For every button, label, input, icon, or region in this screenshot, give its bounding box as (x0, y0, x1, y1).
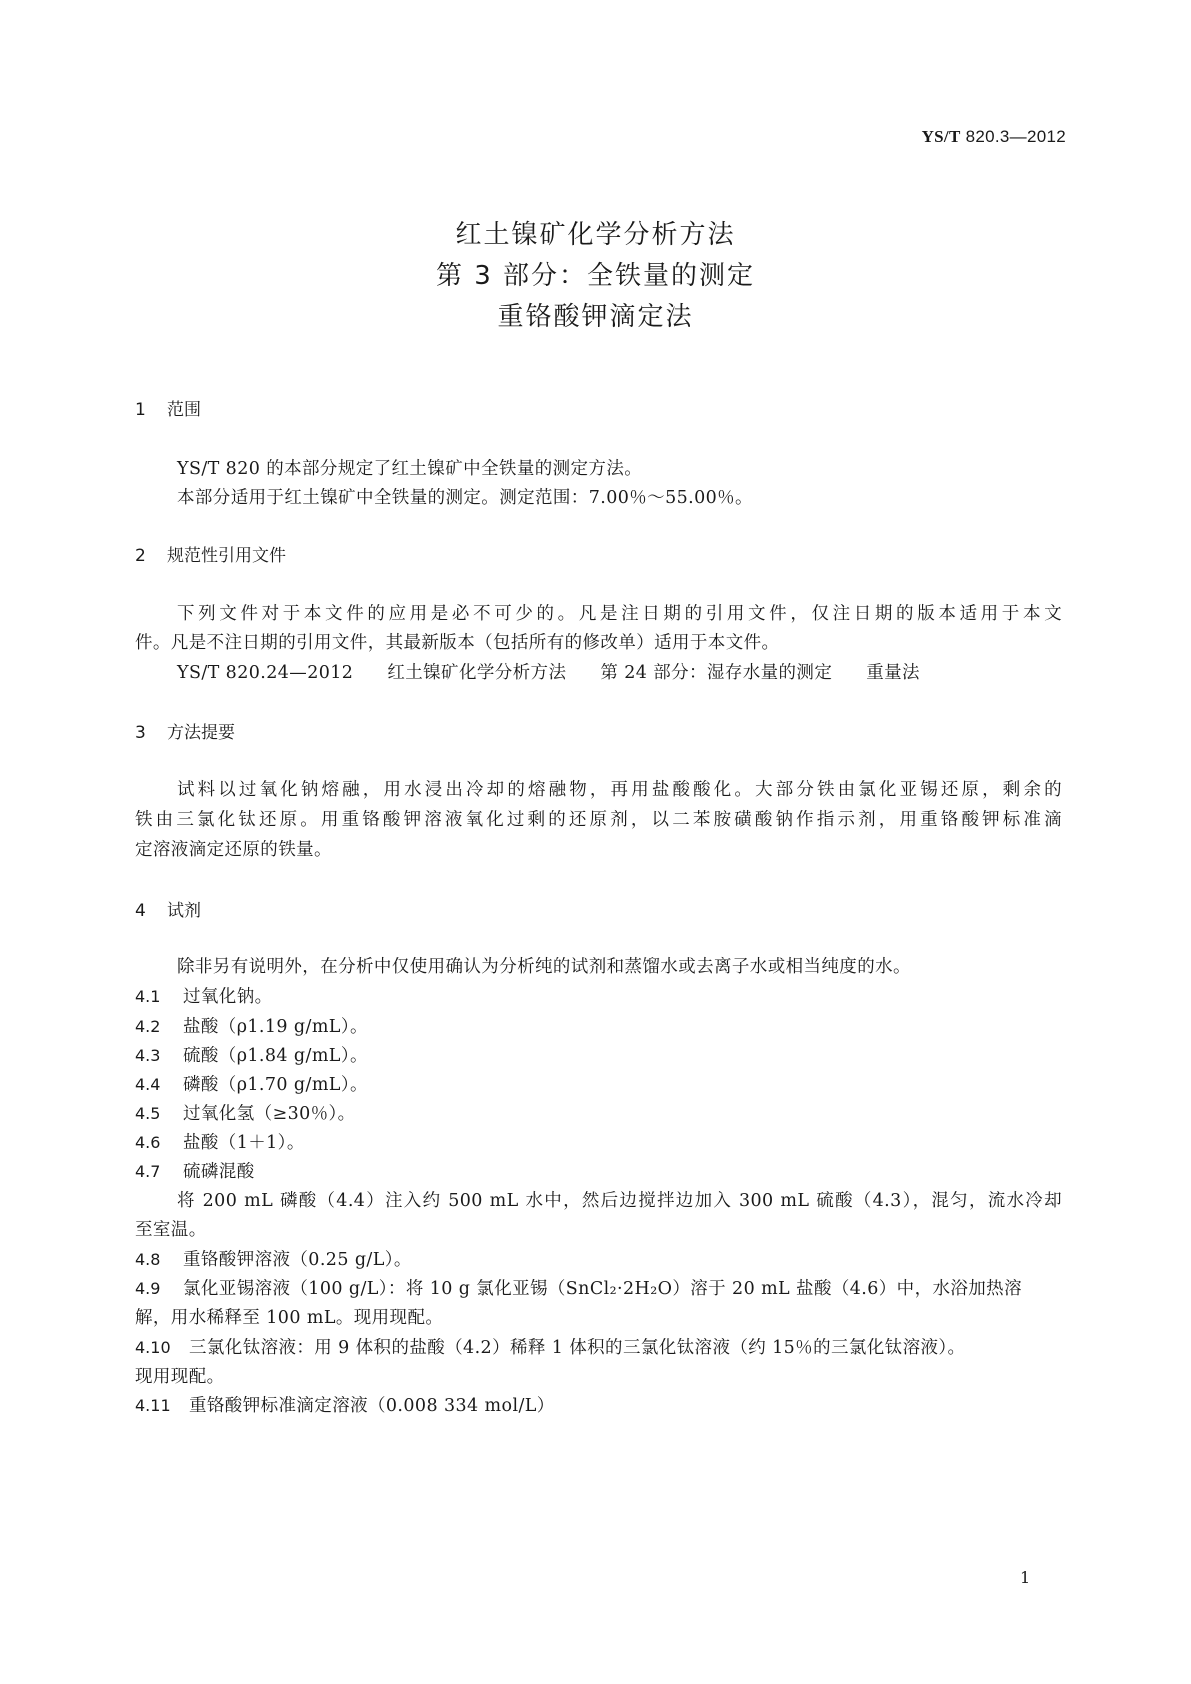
section-3-title: 方法提要 (167, 723, 235, 743)
reagent-text: 重铬酸钾标准滴定溶液（0.008 334 mol/L） (189, 1396, 555, 1416)
section-3-line-3: 定溶液滴定还原的铁量。 (135, 840, 332, 860)
reagent-text: 三氯化钛溶液：用 9 体积的盐酸（4.2）稀释 1 体积的三氯化钛溶液（约 15％的三氯化钛溶液）。 (189, 1338, 966, 1358)
reference-part: 第 24 部分：湿存水量的测定 (600, 663, 833, 683)
reagent-item (135, 1392, 555, 1417)
reagent-text: 盐酸（1＋1）。 (183, 1133, 305, 1153)
title-line-1: 红土镍矿化学分析方法 (455, 220, 736, 250)
reagent-number: 4.4 (135, 1075, 161, 1094)
reagent-item (135, 1013, 368, 1038)
reagent-text: 硫磷混酸 (183, 1162, 255, 1182)
reagent-item (135, 1158, 255, 1183)
reagent-text: 磷酸（ρ1.70 g/mL）。 (183, 1075, 368, 1095)
reagent-number: 4.10 (135, 1338, 171, 1357)
reference-title: 红土镍矿化学分析方法 (387, 663, 567, 683)
reagent-number: 4.2 (135, 1017, 161, 1036)
reagent-item (135, 1246, 412, 1271)
section-4-number: 4 (135, 901, 146, 921)
section-1-para-1: YS/T 820 的本部分规定了红土镍矿中全铁量的测定方法。 (177, 459, 643, 479)
page-number: 1 (1020, 1568, 1031, 1587)
section-2-para-line-2: 件。凡是不注日期的引用文件，其最新版本（包括所有的修改单）适用于本文件。 (135, 633, 780, 653)
title-line-3: 重铬酸钾滴定法 (497, 302, 694, 332)
reagent-text: 硫酸（ρ1.84 g/mL）。 (183, 1046, 368, 1066)
reagent-number: 4.6 (135, 1133, 161, 1152)
section-1-para-2: 本部分适用于红土镍矿中全铁量的测定。测定范围：7.00％～55.00％。 (177, 488, 753, 508)
reagent-text: 盐酸（ρ1.19 g/mL）。 (183, 1017, 368, 1037)
reference-method: 重量法 (866, 663, 920, 683)
standard-code (922, 127, 1066, 147)
reagent-4-7-line-2: 至室温。 (135, 1220, 207, 1240)
section-2-heading (135, 541, 286, 566)
reagent-number: 4.1 (135, 987, 161, 1006)
reagent-item (135, 1275, 1022, 1300)
reagent-number: 4.7 (135, 1162, 161, 1181)
section-4-title: 试剂 (167, 901, 201, 921)
title-line-2: 第 3 部分：全铁量的测定 (435, 261, 756, 291)
reagent-item (135, 1042, 368, 1067)
reagent-4-9-line-2: 解，用水稀释至 100 mL。现用现配。 (135, 1308, 444, 1328)
reagent-4-7-line-1: 将 200 mL 磷酸（4.4）注入约 500 mL 水中，然后边搅拌边加入 300 mL 硫酸（4.3），混匀，流水冷却 (177, 1191, 1062, 1211)
reagent-text: 过氧化氢（≥30％）。 (183, 1104, 356, 1124)
section-1-title: 范围 (167, 400, 201, 420)
reagent-number: 4.11 (135, 1396, 171, 1415)
section-3-line-1: 试料以过氧化钠熔融，用水浸出冷却的熔融物，再用盐酸酸化。大部分铁由氯化亚锡还原，剩余的 (177, 780, 1062, 800)
reagent-item (135, 1334, 965, 1359)
section-2-number: 2 (135, 546, 146, 566)
section-2-para-line-1: 下列文件对于本文件的应用是必不可少的。凡是注日期的引用文件，仅注日期的版本适用于本文 (177, 604, 1062, 624)
reagent-4-10-line-2: 现用现配。 (135, 1367, 225, 1387)
reagent-item (135, 1129, 305, 1154)
standard-prefix: YS/T (921, 127, 961, 146)
reference-code: YS/T 820.24—2012 (177, 663, 354, 683)
standard-number: 820.3—2012 (965, 127, 1066, 146)
section-1-heading (135, 395, 201, 420)
reagent-text: 过氧化钠。 (183, 987, 273, 1007)
reagent-number: 4.3 (135, 1046, 161, 1065)
section-3-heading (135, 718, 235, 743)
section-4-intro: 除非另有说明外，在分析中仅使用确认为分析纯的试剂和蒸馏水或去离子水或相当纯度的水。 (177, 957, 911, 977)
reagent-item (135, 1100, 356, 1125)
reagent-text: 重铬酸钾溶液（0.25 g/L）。 (183, 1250, 412, 1270)
section-3-line-2: 铁由三氯化钛还原。用重铬酸钾溶液氧化过剩的还原剂，以二苯胺磺酸钠作指示剂，用重铬酸钾标准滴 (135, 810, 1062, 830)
section-3-number: 3 (135, 723, 146, 743)
reagent-text: 氯化亚锡溶液（100 g/L）：将 10 g 氯化亚锡（SnCl₂·2H₂O）溶于 20 mL 盐酸（4.6）中，水浴加热溶 (183, 1279, 1022, 1299)
section-4-heading (135, 896, 201, 921)
reagent-number: 4.5 (135, 1104, 161, 1123)
reagent-number: 4.9 (135, 1279, 161, 1298)
reagent-number: 4.8 (135, 1250, 161, 1269)
normative-reference (177, 659, 920, 684)
reagent-item (135, 1071, 368, 1096)
section-2-title: 规范性引用文件 (167, 546, 286, 566)
section-1-number: 1 (135, 400, 146, 420)
reagent-item (135, 983, 273, 1008)
